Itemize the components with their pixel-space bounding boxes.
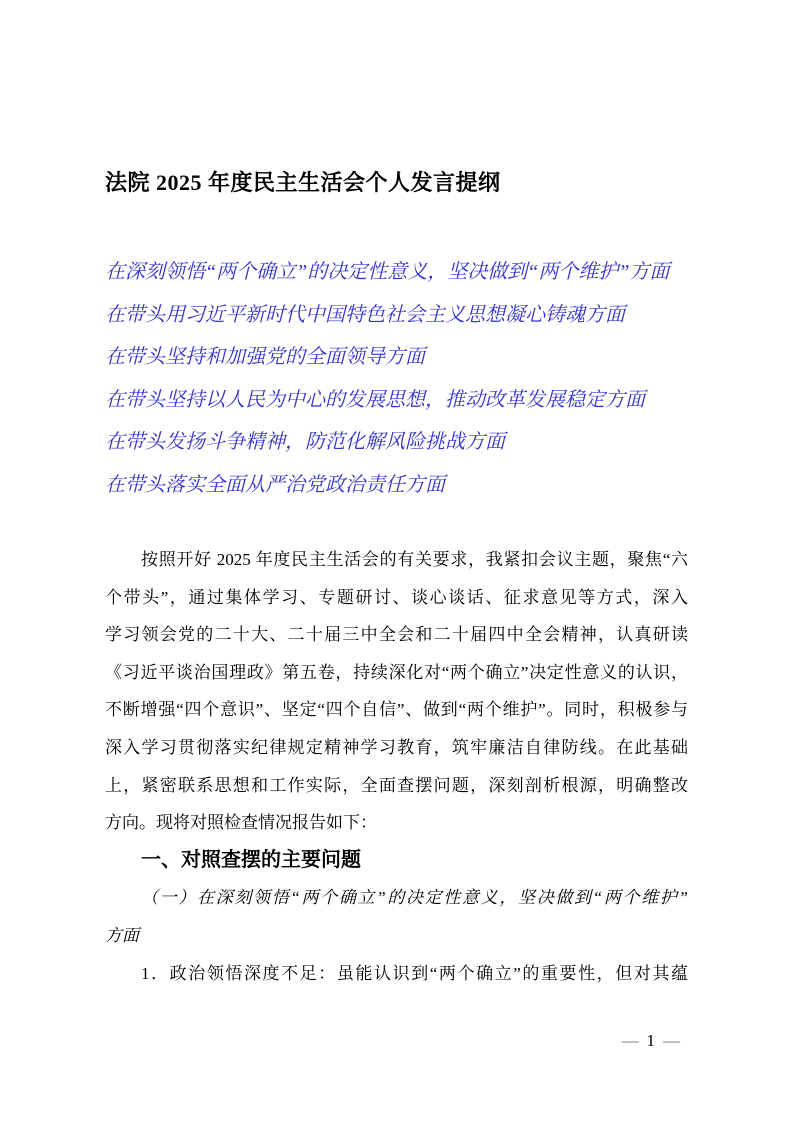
outline-item: 在带头坚持以人民为中心的发展思想，推动改革发展稳定方面 [105,388,645,411]
subsection-heading-line: 方面 [105,925,139,945]
page-number-dash: — [621,1031,639,1050]
document-title: 法院 2025 年度民主生活会个人发言提纲 [105,170,501,195]
outline-item: 在带头坚持和加强党的全面领导方面 [105,346,425,369]
body-text [105,541,688,992]
section-heading: 一、对照查摆的主要问题 [141,848,361,871]
paragraph-line: 按照开好 2025 年度民主生活会的有关要求，我紧扣会议主题，聚焦“六 [141,550,688,569]
paragraph-line: 深入学习贯彻落实纪律规定精神学习教育，筑牢廉洁自律防线。在此基础 [105,737,688,757]
outline-item: 在带头用习近平新时代中国特色社会主义思想凝心铸魂方面 [105,303,625,326]
numbered-item-line: 1．政治领悟深度不足：虽能认识到“两个确立”的重要性，但对其蕴 [141,963,688,983]
page-number-value: 1 [646,1031,655,1050]
paragraph-line: 个带头”，通过集体学习、专题研讨、谈心谈话、征求意见等方式，深入 [105,587,688,607]
subsection-heading-line: （一）在深刻领悟“两个确立”的决定性意义，坚决做到“两个维护” [141,888,688,908]
page-number [614,1031,689,1051]
paragraph-line: 上，紧密联系思想和工作实际，全面查摆问题，深刻剖析根源，明确整改 [105,775,688,795]
paragraph-line: 学习领会党的二十大、二十届三中全会和二十届四中全会精神，认真研读 [105,625,688,645]
outline-item: 在带头发扬斗争精神，防范化解风险挑战方面 [105,431,505,454]
paragraph-line: 方向。现将对照检查情况报告如下： [105,813,377,833]
page-number-dash: — [663,1031,680,1050]
outline-list [105,251,705,507]
outline-item: 在深刻领悟“两个确立”的决定性意义，坚决做到“两个维护”方面 [105,261,670,283]
paragraph-line: 不断增强“四个意识”、坚定“四个自信”、做到“两个维护”。同时，积极参与 [105,700,688,720]
paragraph-line: 《习近平谈治国理政》第五卷，持续深化对“两个确立”决定性意义的认识， [105,662,688,682]
outline-item: 在带头落实全面从严治党政治责任方面 [105,473,445,496]
